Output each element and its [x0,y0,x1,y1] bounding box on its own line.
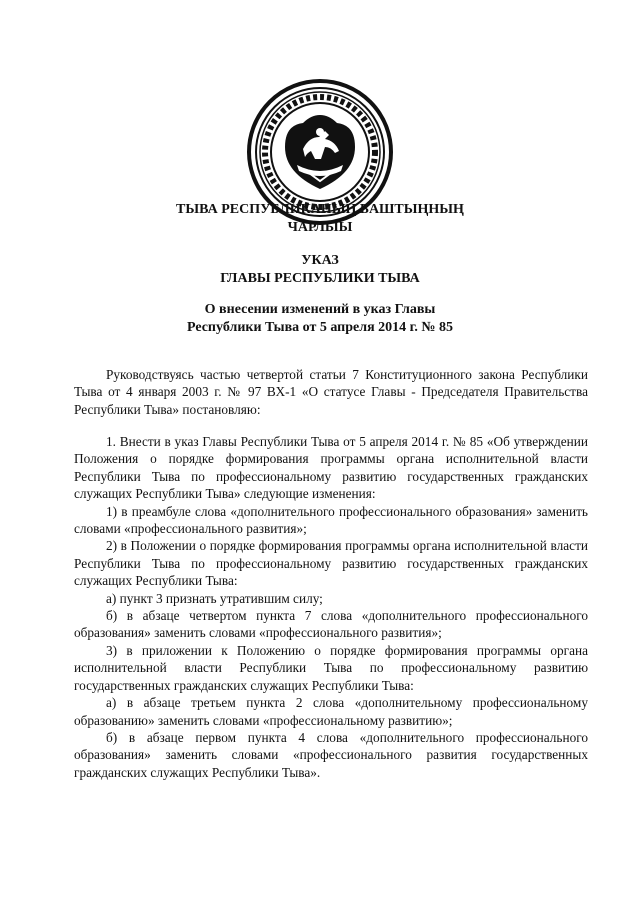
document-type-block [0,252,640,288]
issuing-body-tuvan [0,201,640,237]
paragraph-subitem-2a: а) пункт 3 признать утратившим силу; [106,590,323,606]
preamble-paragraph: Руководствуясь частью четвертой статьи 7 Конституционного закона Республики Тыва от 4 января 2003 г. № 97 ВХ-1 «О статусе Главы - Председателя Правительства Республики Тыва» постановляю: [74,367,588,417]
amendments-block [74,433,588,781]
org-line-1: ТЫВА РЕСПУБЛИКАНЫҢ БАШТЫҢНЫҢ [176,202,464,217]
title-line-1: О внесении изменений в указ Главы [204,302,436,317]
org-line-2: ЧАРЛЫЫ [287,220,353,235]
paragraph-subitem-3: 3) в приложении к Положению о порядке формирования программы органа исполнительной власти Республики Тыва по профессиональному развитию государственных гражданских служащих Республики Тыва: [74,642,588,693]
preamble-block [74,366,588,418]
issuer: ГЛАВЫ РЕСПУБЛИКИ ТЫВА [220,271,420,286]
paragraph-subitem-3b: б) в абзаце первом пункта 4 слова «дополнительного профессионального образования» заменить словами «профессионального развития государственных гражданских служащих Республики Тыва». [74,729,588,780]
paragraph-subitem-3a: а) в абзаце третьем пункта 2 слова «дополнительному профессиональному образованию» заменить словами «профессиональному развитию»; [74,695,588,728]
paragraph-subitem-2: 2) в Положении о порядке формирования программы органа исполнительной власти Республики Тыва по профессиональному развитию государственных гражданских служащих Республики Тыва: [74,538,588,589]
document-type: УКАЗ [301,253,339,268]
paragraph-subitem-2b: б) в абзаце четвертом пункта 7 слова «дополнительного профессионального образования» заменить словами «профессионального развития»; [74,608,588,641]
paragraph-subitem-1: 1) в преамбуле слова «дополнительного профессионального образования» заменить словами «профессионального развития»; [74,503,588,537]
document-title [0,301,640,337]
paragraph-item-1: 1. Внести в указ Главы Республики Тыва от 5 апреля 2014 г. № 85 «Об утверждении Положения о порядке формирования программы органа исполнительной власти Республики Тыва по профессиональному развитию государственных гражданских служащих Республики Тыва» следующие изменения: [74,434,588,502]
title-line-2: Республики Тыва от 5 апреля 2014 г. № 85 [186,320,454,335]
